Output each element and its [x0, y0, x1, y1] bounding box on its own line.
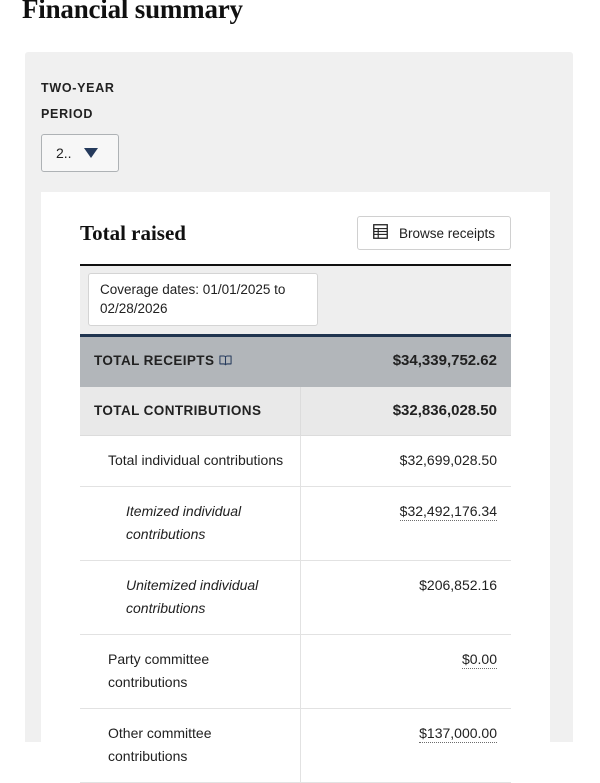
table-row-label — [80, 635, 300, 709]
row-value-text: $32,699,028.50 — [399, 452, 497, 468]
financial-table-body — [80, 336, 511, 783]
row-label-text: Total individual contributions — [108, 452, 284, 468]
table-row — [80, 387, 511, 436]
coverage-dates-band — [80, 266, 511, 334]
row-label-text: Itemized individual contributions — [126, 503, 242, 542]
table-row-label — [80, 561, 300, 635]
two-year-period-filter — [41, 75, 341, 172]
two-year-period-select[interactable] — [41, 134, 119, 172]
table-row — [80, 436, 511, 487]
table-row-value — [300, 336, 511, 388]
row-value-link[interactable]: $0.00 — [461, 651, 497, 667]
table-row-value — [300, 561, 511, 635]
row-label-text: Unitemized individual contributions — [126, 577, 259, 616]
table-row-label — [80, 336, 300, 388]
row-label-text: TOTAL CONTRIBUTIONS — [94, 403, 262, 418]
row-value-text: $32,836,028.50 — [392, 402, 497, 419]
browse-receipts-button[interactable] — [357, 216, 511, 250]
financial-summary-table — [80, 334, 511, 783]
row-label-text: Other committee contributions — [108, 725, 212, 764]
select-selected-value: 2.. — [56, 145, 72, 161]
chevron-down-icon — [84, 148, 98, 158]
browse-receipts-label: Browse receipts — [398, 225, 495, 241]
table-row-value — [300, 436, 511, 487]
table-row — [80, 487, 511, 561]
row-value-link[interactable]: $32,492,176.34 — [399, 503, 497, 519]
coverage-dates-text: Coverage dates: 01/01/2025 to 02/28/2026 — [88, 273, 318, 326]
filter-label-line1: TWO-YEAR — [41, 81, 115, 95]
table-row-value — [300, 387, 511, 436]
row-value-text: $34,339,752.62 — [392, 352, 497, 369]
table-row-label — [80, 487, 300, 561]
table-row — [80, 709, 511, 783]
table-row-label — [80, 709, 300, 783]
row-label-text: Party committee contributions — [108, 651, 210, 690]
table-row — [80, 336, 511, 388]
glossary-book-icon[interactable] — [219, 351, 232, 374]
table-row-value[interactable] — [300, 487, 511, 561]
row-value-text: $206,852.16 — [419, 577, 497, 593]
card-header — [41, 192, 550, 254]
table-row — [80, 561, 511, 635]
table-row-label — [80, 436, 300, 487]
filter-label-line2: PERIOD — [41, 107, 94, 121]
page-title: Financial summary — [22, 0, 243, 24]
table-row-label — [80, 387, 300, 436]
row-label-text: TOTAL RECEIPTS — [94, 353, 215, 368]
table-row — [80, 635, 511, 709]
row-value-link[interactable]: $137,000.00 — [419, 725, 497, 741]
total-raised-card — [41, 192, 550, 783]
table-grid-icon — [373, 224, 388, 242]
table-row-value[interactable] — [300, 635, 511, 709]
card-title: Total raised — [80, 221, 186, 245]
table-row-value[interactable] — [300, 709, 511, 783]
